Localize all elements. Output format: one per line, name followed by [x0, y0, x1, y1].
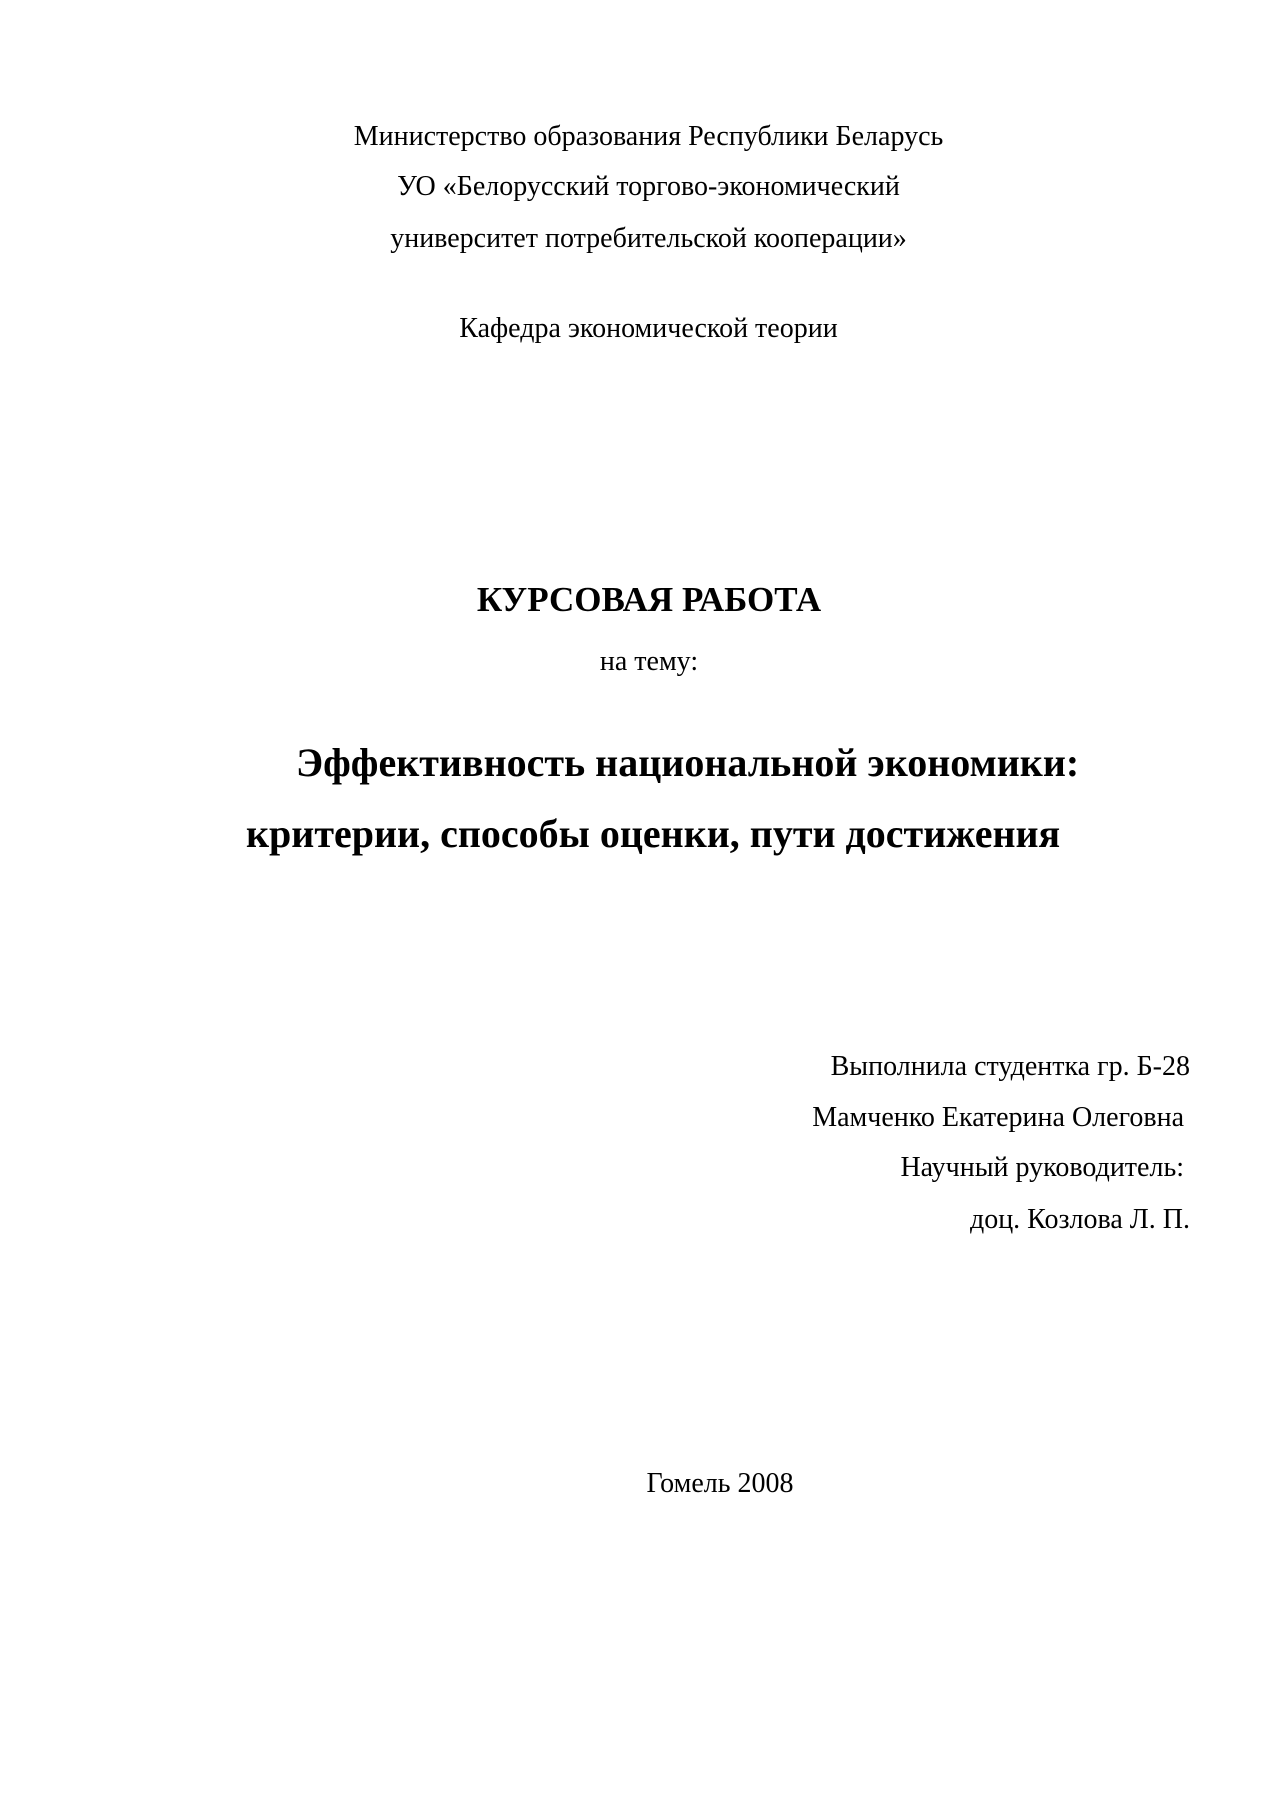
institution-line-1: УО «Белорусский торгово-экономический	[397, 171, 900, 202]
supervisor-label: Научный руководитель:	[900, 1152, 1184, 1183]
student-name: Мамченко Екатерина Олеговна	[812, 1102, 1184, 1133]
institution-line-2: университет потребительской кооперации»	[390, 223, 907, 254]
topic-title-line-2: критерии, способы оценки, пути достижения	[246, 811, 1061, 856]
topic-title-line-1: Эффективность национальной экономики:	[296, 740, 1080, 785]
document-type-heading: КУРСОВАЯ РАБОТА	[476, 580, 822, 619]
topic-intro: на тему:	[599, 646, 699, 677]
ministry-line: Министерство образования Республики Беларусь	[353, 121, 944, 152]
department-line: Кафедра экономической теории	[459, 313, 838, 344]
performed-by-line: Выполнила студентка гр. Б-28	[830, 1051, 1190, 1082]
supervisor-name: доц. Козлова Л. П.	[969, 1204, 1190, 1235]
city-year: Гомель 2008	[646, 1468, 794, 1499]
